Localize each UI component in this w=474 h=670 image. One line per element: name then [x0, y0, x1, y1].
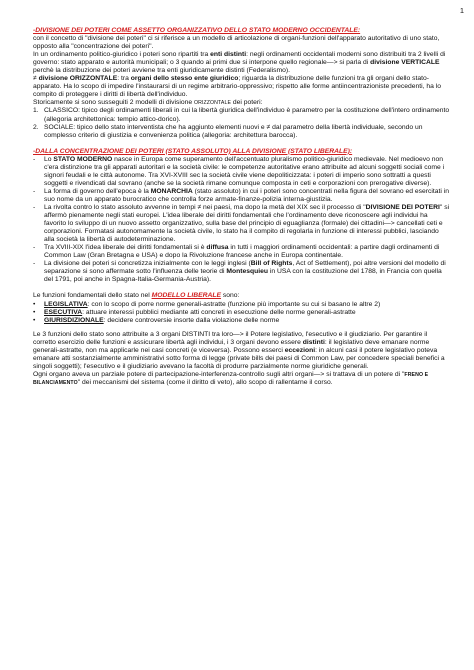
bullet-icon: - — [33, 155, 36, 163]
arrow-bullet-icon: • — [33, 308, 36, 316]
section-heading-division: -DIVISIONE DEI POTERI COME ASSETTO ORGANIZZATIVO DELLO STATO MODERNO OCCIDENTALE: — [33, 27, 361, 34]
arrow-bullet-icon: • — [33, 300, 36, 308]
paragraph-definition: con il concetto di "divisione dei poteri" ci si riferisce a un modello di articolazione di organi-funzioni dell'apparato autoritativo di uno stato, opposto alla "concentrazione dei poteri". — [33, 35, 440, 51]
list-item: - Tra XVIII-XIX l'idea liberale dei diritti fondamentali si è diffusa in tutti i maggiori ordinamenti occidentali: a partire dagli ordinamenti di Common Law (Gran Bretagna e USA) e dopo la Rivoluzione francese anche in Europa continentale. — [33, 244, 440, 260]
paragraph-models-intro: Storicamente si sono susseguiti 2 modelli di divisione ORIZZONTALE dei poteri: — [33, 99, 263, 107]
list-item: 1. CLASSICO: tipico degli ordinamenti liberali in cui la libertà giuridica dell'individuo è parametro per la costituzione dell'intero ordinamento (allegoria architettonica: tempio attico-dorico). — [33, 107, 450, 123]
section-heading-concentration: -DALLA CONCENTRAZIONE DEI POTERI (STATO ASSOLUTO) ALLA DIVISIONE (STATO LIBERALE): — [33, 147, 353, 155]
list-item: • GIURISDIZIONALE: decidere controversie insorte dalla violazione delle norme — [33, 316, 280, 324]
document-body — [33, 27, 451, 387]
bullet-icon: - — [33, 244, 36, 252]
list-item: - La divisione dei poteri si concretizza inizialmente con le leggi inglesi (Bill of Rights, Act of Settlement), poi altre versioni del modello di separazione si sono affermate sotto l'influenza delle teorie di Montesquieu in USA con la costituzione del 1788, in Francia con quella del 1791, poi anche in Spagna-Italia-Germania-Austria). — [33, 260, 446, 284]
bullet-icon: - — [33, 260, 36, 268]
list-item: - Lo STATO MODERNO nasce in Europa come superamento dell'accentuato pluralismo politico-giuridico medievale. Nel medioevo non c'era distinzione tra gli apparati autoritari e la società civile: le competenze autoritative erano attribuite ad alcuni soggetti sociali come i signori feudali e le città autonome. Tra XVI-XVIII sec la società civile viene depoliticizzata: i poteri di imperio sono sottratti a questi soggetti e rivendicati dal sovrano (anche se la società rimane comunque composta in ceti e corporazioni con prerogative diverse). — [33, 155, 445, 187]
arrow-bullet-icon: • — [33, 316, 36, 324]
list-item: 2. SOCIALE: tipico dello stato interventista che ha aggiunto elementi nuovi e ≠ dal parametro della libertà individuale, secondo un complesso criterio di giustizia e convenienza politica (allegoria: architettura barocca). — [33, 123, 423, 139]
list-item: • LEGISLATIVA: con lo scopo di porre norme generali-astratte (funzione più importante su cui si basano le altre 2) — [33, 300, 381, 308]
bullet-icon: - — [33, 187, 36, 195]
paragraph-vertical-division: In un ordinamento politico-giuridico i poteri sono ripartiti tra enti distinti: negli ordinamenti occidentali moderni sono distribuiti tra 2 livelli di governo: stato apparato e autorità municipali; o 3 quando ai primi due si interpone quello regionale—> si parla di divisione VERTICALE perchè la distribuzione dei poteri avviene tra enti giuridicamente distinti (Federalismo). — [33, 51, 446, 75]
paragraph-horizontal-division: ≠ divisione ORIZZONTALE: tra organi dello stesso ente giuridico; riguarda la distribuzione delle funzioni tra gli organi dello stato-apparato. Ha lo scopo di impedire l'instaurarsi di un regime arbitrario-oppressivo; rispetto alle forme antiincentrazioniste precedenti, ha lo compito di proteggere i diritti di libertà dell'individuo. — [33, 75, 441, 99]
paragraph-three-organs: Le 3 funzioni dello stato sono attribuite a 3 organi DISTINTI tra loro—> il Potere legislativo, l'esecutivo e il giudiziario. Per garantire il corretto esercizio delle funzioni e assicurare libertà agli individui, i 3 organi devono essere distinti: il legislativo deve emanare norme generali-astratte, non ma applicarle nei casi concreti (e viceversa). Possono esserci eccezioni: in alcuni casi il potere legislativo poteva emanare atti sostanzialmente amministrativi sotto forma di legge (private bills dei paesi di Common Law, per concedere speciali benefici a singoli soggetti); l'esecutivo e il giudiziario avevano la facoltà di produrre parzialmente norme giuridiche generali. — [33, 330, 445, 370]
list-item: - La forma di governo dell'epoca è la MONARCHIA (stato assoluto) in cui i poteri sono concentrati nella figura del sovrano ed esercitati in suo nome da un apparato burocratico che controlla forze armate-finanze-polizia interna-giustizia. — [33, 187, 449, 203]
list-item: • ESECUTIVA: attuare interessi pubblici mediante atti concreti in esecuzione delle norme generali-astratte — [33, 308, 356, 316]
list-item: - La rivolta contro lo stato assoluto avvenne in tempi ≠ nei paesi, ma dopo la metà del XIX sec il processo di "DIVISIONE DEI POTERI" si affermò pienamente negli stati europei. L'idea liberale dei diritti fondamentali che l'ordinamento deve riconoscere agli individui ha favorito lo sviluppo di un nuovo assetto organizzativo, sulla base del principio di eguaglianza (formale) dei cittadini—> cancellati ceti e corporazioni. Formatasi autonomamente la società civile, lo stato ha il compito di regolarla in funzione di interessi pubblici, lasciando alla società la libertà di autodeterminazione. — [33, 203, 450, 244]
paragraph-checks-balances: Ogni organo aveva un parziale potere di partecipazione-interferenza-controllo sugli altri organi—> si trattava di un potere di "FRENO E BILANCIAMENTO" dei meccanismi del sistema (come il diritto di veto), allo scopo di rallentarne il corso. — [33, 370, 429, 386]
page-number: 1 — [459, 6, 464, 15]
paragraph-functions-intro: Le funzioni fondamentali dello stato nel MODELLO LIBERALE sono: — [33, 292, 240, 300]
bullet-icon: - — [33, 203, 36, 211]
